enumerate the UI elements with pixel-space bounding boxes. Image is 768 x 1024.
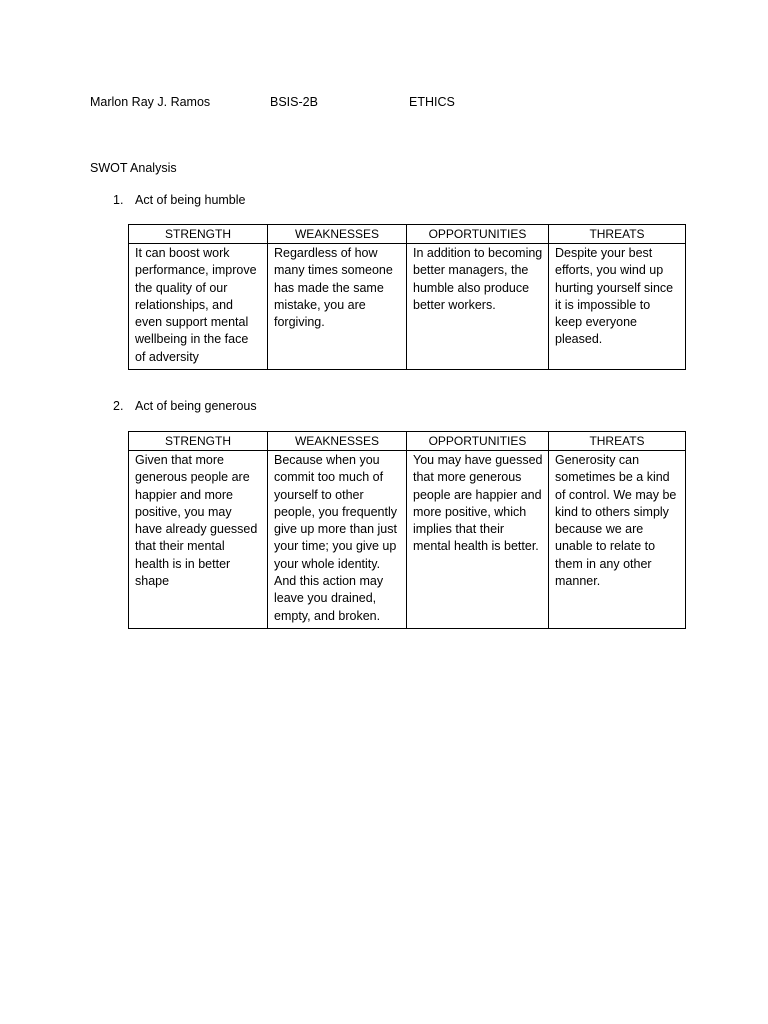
column-header-threats: THREATS	[549, 225, 686, 244]
item-number: 2.	[113, 399, 124, 413]
item-heading-text: Act of being generous	[135, 399, 257, 413]
item-heading-humble	[113, 193, 246, 207]
item-number: 1.	[113, 193, 124, 207]
column-header-weaknesses: WEAKNESSES	[268, 432, 407, 451]
column-header-strength: STRENGTH	[129, 225, 268, 244]
column-header-threats: THREATS	[549, 432, 686, 451]
column-header-opportunities: OPPORTUNITIES	[407, 225, 549, 244]
page-title: SWOT Analysis	[90, 161, 177, 175]
column-header-weaknesses: WEAKNESSES	[268, 225, 407, 244]
cell-opportunities: In addition to becoming better managers, the humble also produce better workers.	[407, 244, 549, 370]
student-name: Marlon Ray J. Ramos	[90, 95, 211, 109]
cell-opportunities: You may have guessed that more generous people are happier and more positive, which implies that their mental health is better.	[407, 451, 549, 629]
table-header-row	[129, 225, 686, 244]
table-header-row	[129, 432, 686, 451]
item-heading-text: Act of being humble	[135, 193, 246, 207]
item-heading-generous	[113, 399, 257, 413]
cell-weaknesses: Regardless of how many times someone has made the same mistake, you are forgiving.	[268, 244, 407, 370]
swot-table-generous	[128, 431, 686, 629]
document-header	[90, 95, 690, 111]
column-header-strength: STRENGTH	[129, 432, 268, 451]
cell-threats: Despite your best efforts, you wind up hurting yourself since it is impossible to keep everyone pleased.	[549, 244, 686, 370]
cell-strength: Given that more generous people are happier and more positive, you may have already guessed that their mental health is in better shape	[129, 451, 268, 629]
table-row	[129, 451, 686, 629]
student-section: BSIS-2B	[270, 95, 318, 109]
cell-weaknesses: Because when you commit too much of yourself to other people, you frequently give up more than just your time; you give up your whole identity. And this action may leave you drained, empty, and broken.	[268, 451, 407, 629]
cell-strength: It can boost work performance, improve the quality of our relationships, and even support mental wellbeing in the face of adversity	[129, 244, 268, 370]
subject-name: ETHICS	[409, 95, 455, 109]
cell-threats: Generosity can sometimes be a kind of control. We may be kind to others simply because we are unable to relate to them in any other manner.	[549, 451, 686, 629]
swot-table-humble	[128, 224, 686, 370]
column-header-opportunities: OPPORTUNITIES	[407, 432, 549, 451]
table-row	[129, 244, 686, 370]
